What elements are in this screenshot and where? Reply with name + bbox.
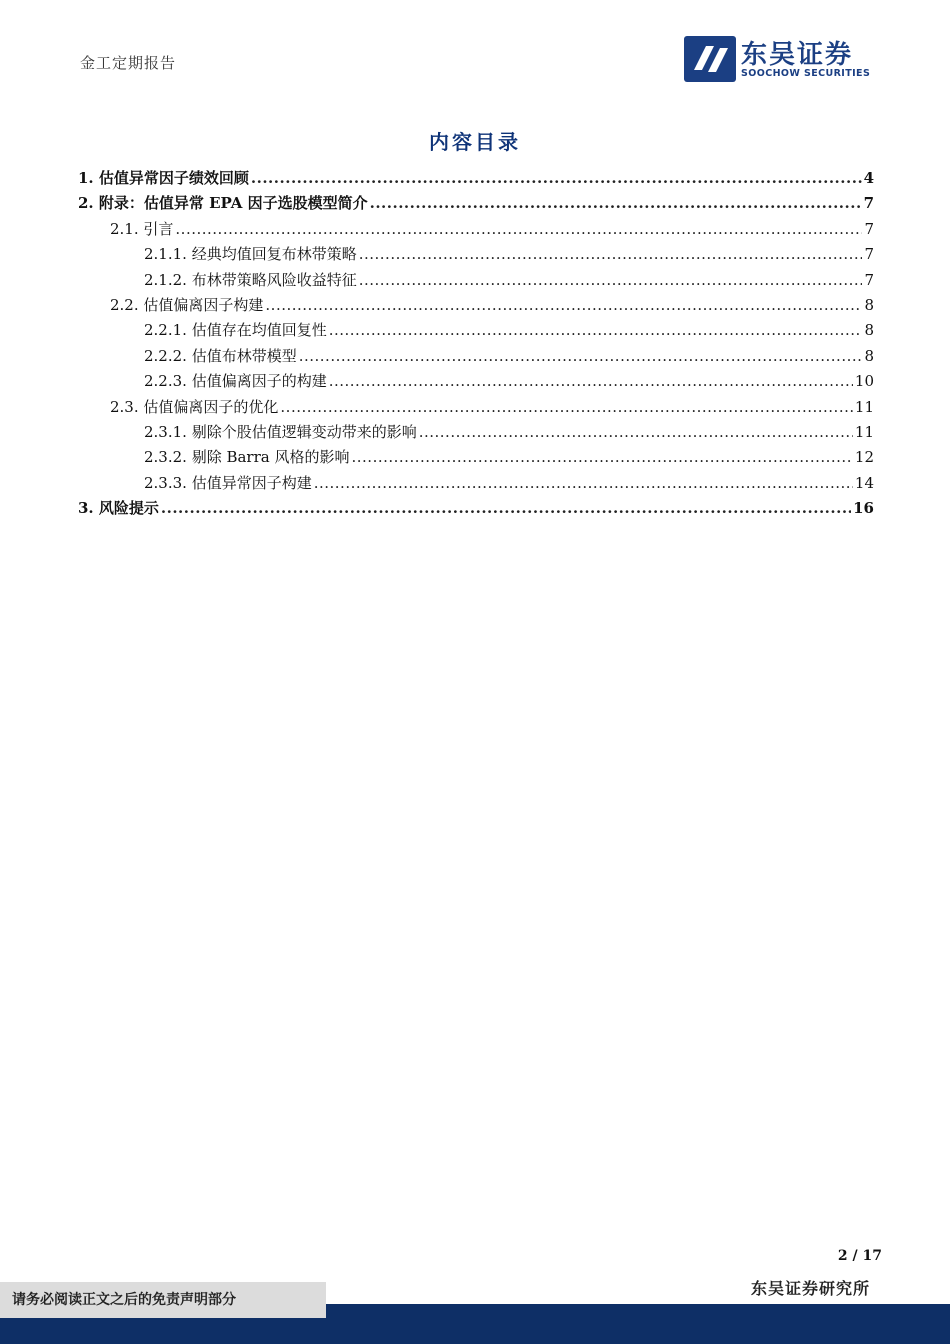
toc-entry[interactable]	[78, 318, 874, 343]
toc-entry-title: 2.2.3. 估值偏离因子的构建	[144, 372, 327, 391]
toc-entry[interactable]	[78, 293, 874, 318]
toc-entry-title: 2.3. 估值偏离因子的优化	[110, 397, 279, 416]
toc-leader-dots	[314, 471, 853, 496]
toc-leader-dots	[251, 166, 862, 191]
toc-leader-dots	[175, 217, 862, 242]
toc-entry[interactable]	[78, 166, 874, 191]
logo-chinese-name: 东吴证券	[741, 40, 854, 70]
toc-entry-page: 11	[854, 422, 874, 441]
toc-entry-page: 8	[864, 295, 874, 314]
toc-entry-page: 14	[854, 473, 874, 492]
toc-entry-title: 2.2. 估值偏离因子构建	[110, 295, 264, 314]
toc-leader-dots	[329, 369, 853, 394]
toc-entry-page: 7	[864, 245, 874, 264]
toc-entry[interactable]	[78, 242, 874, 267]
toc-entry-page: 8	[864, 346, 874, 365]
toc-entry-page: 8	[864, 321, 874, 340]
toc-leader-dots	[299, 344, 863, 369]
toc-entry-title: 2.3.3. 估值异常因子构建	[144, 473, 312, 492]
toc-title: 内容目录	[429, 130, 521, 154]
toc-entry-page: 7	[863, 194, 874, 213]
footer-organization: 东吴证券研究所	[750, 1279, 870, 1298]
toc-entry-title: 2.2.1. 估值存在均值回复性	[144, 321, 327, 340]
soochow-logo-icon	[684, 36, 736, 82]
toc-entry-title: 2.1.1. 经典均值回复布林带策略	[144, 245, 357, 264]
toc-entry-page: 12	[854, 448, 874, 467]
toc-entry[interactable]	[78, 445, 874, 470]
toc-entry-title: 2. 附录：估值异常 EPA 因子选股模型简介	[78, 194, 368, 213]
toc-entry[interactable]	[78, 268, 874, 293]
toc-entry-title: 1. 估值异常因子绩效回顾	[78, 169, 249, 187]
toc-leader-dots	[161, 496, 851, 521]
toc-leader-dots	[419, 420, 853, 445]
toc-leader-dots	[370, 191, 862, 216]
toc-entry[interactable]	[78, 191, 874, 216]
toc-entry-page: 4	[863, 169, 874, 187]
toc-leader-dots	[280, 395, 853, 420]
table-of-contents	[78, 166, 874, 521]
toc-entry[interactable]	[78, 369, 874, 394]
toc-entry-title: 3. 风险提示	[78, 499, 159, 518]
toc-entry-page: 7	[864, 219, 874, 238]
toc-entry-page: 10	[854, 372, 874, 391]
toc-entry-title: 2.2.2. 估值布林带模型	[144, 346, 297, 365]
toc-entry-page: 7	[864, 270, 874, 289]
page-number: 2 / 17	[837, 1248, 882, 1264]
toc-entry-title: 2.3.2. 剔除 Barra 风格的影响	[144, 448, 350, 467]
toc-entry-title: 2.1. 引言	[110, 219, 174, 238]
toc-leader-dots	[359, 242, 863, 267]
logo-english-name: SOOCHOW SECURITIES	[741, 68, 871, 79]
toc-entry[interactable]	[78, 395, 874, 420]
toc-entry[interactable]	[78, 496, 874, 521]
toc-leader-dots	[352, 445, 853, 470]
toc-entry-title: 2.1.2. 布林带策略风险收益特征	[144, 270, 357, 289]
toc-leader-dots	[359, 268, 863, 293]
company-logo	[684, 36, 884, 82]
toc-entry-page: 11	[854, 397, 874, 416]
disclaimer-notice: 请务必阅读正文之后的免责声明部分	[0, 1282, 326, 1318]
toc-entry[interactable]	[78, 344, 874, 369]
toc-entry-title: 2.3.1. 剔除个股估值逻辑变动带来的影响	[144, 422, 417, 441]
toc-leader-dots	[265, 293, 862, 318]
toc-entry[interactable]	[78, 420, 874, 445]
toc-leader-dots	[329, 318, 863, 343]
report-type-label: 金工定期报告	[80, 54, 177, 72]
toc-entry[interactable]	[78, 471, 874, 496]
toc-entry[interactable]	[78, 217, 874, 242]
toc-entry-page: 16	[853, 499, 874, 518]
